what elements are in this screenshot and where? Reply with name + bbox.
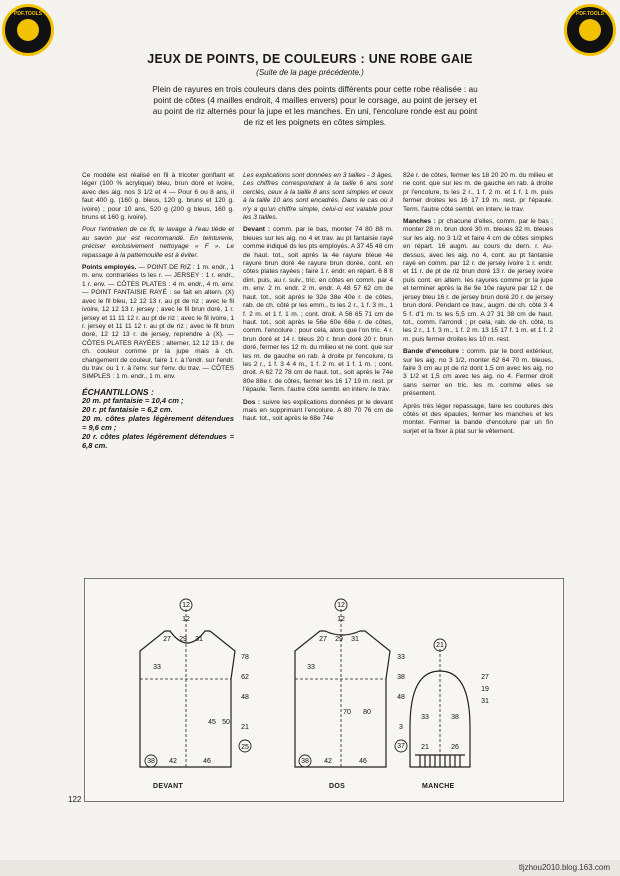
devant-outline bbox=[140, 631, 235, 767]
devant-dim-3: 27 bbox=[163, 636, 171, 643]
col3-sleeves-text: pr chacune d'elles, comm. par le bas ; monter 28 m. brun doré 30 m. bleues 32 m. bleues sur les aig. no 3 1/2 et faire 4 cm de côtes simples en répart. 16 augm. au cours du dern. r. Au-dessus, avec les aig. no 4, cont. au pt fantaisie rayé en comm. par 12 r. de jersey ivoire 1 r. endr. et 11 r. de pt de riz brun doré 13 r. de jersey ivoire puis cont. en altern. les rayures comme pr la jupe et terminer après la 8e 9e 10e rayure par 12 r. de jersey bleu 16 r. de jersey brun doré 20 r. de jersey brun doré. Pendant ce trav., augm. de ch. côté 3 4 5 f. d'1 m. ts les 5,5 cm. A 27 31 38 cm de haut. tot., comm. l'arrondi ; pr cela, rab. de ch. côté, ts les 2 r., 1 f. 3 m., 1 f. 2 m. 13 15 17 f. 1 m. et 1 f. 2 m. puis fermer droites les 10 m. rest. bbox=[403, 218, 553, 343]
page-subtitle: (Suite de la page précédente.) bbox=[256, 68, 364, 77]
devant-dim-14: 78 bbox=[241, 654, 249, 661]
devant-dim-8: 50 bbox=[222, 719, 230, 726]
swatch-line: 20 r. côtes plates légèrement détendues = 6,8 cm. bbox=[82, 432, 234, 451]
intro-paragraph: Plein de rayures en trois couleurs dans des points différents pour cette robe réalisée : au point de côtes (4 mailles endroit, 4 mailles envers) pour le corsage, au point de jersey et au point de riz alternés pour la jupe et les manches. En uni, l'encolure ronde est au point de riz et les poignets en côtes simples. bbox=[152, 84, 478, 127]
col2-back-lead: Dos : bbox=[243, 398, 260, 406]
col1-materials: Ce modèle est réalisé en fil à tricoter gonflant et léger (100 % acrylique) bleu, brun doré et ivoire, avec des aig. nos 3 1/2 et 4 — Pour 6 ou 8 ans, il faut 400 g. (160 g. bleus, 120 g. bruns et 120 g. ivoire) ; pour 10 ans, 520 g (200 g bleus, 160 g. bruns et 160 g. ivoire). bbox=[82, 172, 234, 222]
dos-dim-5: 31 bbox=[351, 636, 359, 643]
dos-dim-12: 48 bbox=[397, 694, 405, 701]
dos-dim-11: 46 bbox=[359, 758, 367, 765]
col1-stitches bbox=[82, 264, 234, 382]
swatch-title: ÉCHANTILLONS : bbox=[82, 386, 154, 397]
devant-dim-9: 38 bbox=[147, 758, 155, 765]
footer-bar bbox=[0, 860, 620, 876]
swatch-line: 20 m. côtes plates légèrement détendues = 9,6 cm ; bbox=[82, 414, 234, 433]
page-number: 122 bbox=[68, 795, 82, 804]
swatch-line: 20 m. pt fantaisie = 10,4 cm ; bbox=[82, 396, 184, 406]
watermark-text: PDF.TOOLS bbox=[576, 11, 604, 17]
col2-back bbox=[243, 399, 393, 424]
manche-dim-7: 21 bbox=[421, 744, 429, 751]
col3-finishing: Après très léger repassage, faire les coutures des côtés et des épaules, fermer les manches et les monter. Fermer la bande d'encolure par un fin surjet et la fixer à plat sur le vêtement. bbox=[403, 402, 553, 435]
col2-back-text: suivre les explications données pr le devant mais en supprimant l'encolure. A 80 70 76 cm de haut. tot., soit après le 68e 74e bbox=[243, 398, 393, 423]
dos-dim-1: 12 bbox=[337, 602, 345, 609]
devant-dim-2: 12 bbox=[182, 616, 190, 623]
manche-dim-8: 26 bbox=[451, 744, 459, 751]
manche-dim-1: 21 bbox=[436, 642, 444, 649]
column-3 bbox=[403, 172, 553, 440]
manche-dim-6: 38 bbox=[451, 714, 459, 721]
pattern-diagram bbox=[84, 578, 564, 802]
column-2 bbox=[243, 172, 393, 428]
devant-dim-7: 45 bbox=[208, 719, 216, 726]
manche-dim-2: 27 bbox=[481, 674, 489, 681]
dos-dim-13: 38 bbox=[397, 674, 405, 681]
dos-dim-8: 80 bbox=[363, 709, 371, 716]
dos-dim-4: 29 bbox=[335, 636, 343, 643]
devant-dim-10: 42 bbox=[169, 758, 177, 765]
col2-front-lead: Devant : bbox=[243, 226, 271, 234]
manche-label: MANCHE bbox=[422, 783, 455, 790]
col1-care: Pour l'entretien de ce fil, le lavage à l'eau tiède et au savon pur est recommandé. En teinturerie, préciser exclusivement nettoyage « F ». Le repassage à la pattemouille est à éviter. bbox=[82, 226, 234, 259]
dos-dim-14: 33 bbox=[397, 654, 405, 661]
col3-neckband-text: comm. par le bord extérieur, sur les aig. no 3 1/2, monter 62 64 70 m. bleues, faire 3 cm au pt de riz dont 1,5 cm avec les aig. no 3 1/2 et 1,5 cm avec les aig. no 4. Fermer droit sans serrer en tric. les m. comme elles se présentent. bbox=[403, 348, 553, 398]
watermark-badge-right bbox=[564, 4, 616, 56]
col3-back-cont: 82e r. de côtes, fermer les 18 20 20 m. du milieu et ne cont. que sur les m. de gauche en rab. à droite pr l'encolure, ts les 2 r., 1 f. 2 m. et 1 f. 1 m. puis fermer droites les 16 17 19 m. rest. pr l'épaule. Term. l'autre côté sembl. en interv. le trav. bbox=[403, 172, 553, 213]
column-1 bbox=[82, 172, 234, 450]
devant-dim-1: 12 bbox=[182, 602, 190, 609]
watermark-badge-left bbox=[2, 4, 54, 56]
devant-dim-4: 29 bbox=[179, 636, 187, 643]
col3-sleeves bbox=[403, 218, 553, 344]
devant-dim-12: 48 bbox=[241, 694, 249, 701]
dos-label: DOS bbox=[329, 783, 346, 790]
col3-neckband bbox=[403, 348, 553, 398]
dos-dim-9: 38 bbox=[301, 758, 309, 765]
devant-label: DEVANT bbox=[153, 783, 184, 790]
col2-front-text: comm. par le bas, monter 74 80 88 m. bleues sur les aig. no 4 et trav. au pt fantaisie rayé comme indiqué ds les pts employés. A 37 45 48 cm de haut. tot., soit après la 4e rayure bleue 4e rayure brun doré 4e rayure brun dorée, cont. en côtes plates rayées ; faire 1 r. endr. en répart. 6 8 8 dim. puis, au r. suiv., tric. en côtes en comm. par 4 m. env. 2 m. endr. 2 m. endr. A 48 57 62 cm de haut. tot., soit après le 32e 38e 40e r. de côtes, rab. de ch. côté pr les emm., ts les 2 r., 1 f. 3 m., 1 f. 2 m. et 1 f. 1 m. ; cont. droit. A 56 65 71 cm de haut. tot., soit après le 56e 60e 68e r. de côtes, comm. l'encolure : pour cela, alors que l'on tric. 4 r. brun doré et 14 r. bleus 20 r. brun doré 20 r. brun doré, fermer les 12 m. du milieu et ne cont. que sur les m. de gauche en rab. à droite pr l'encolure, ts les 2 r., 1 f. 3 4 4 m., 1 f. 2 m. et 1 f. 1 m. ; cont. droit. A 62 72 78 cm de haut. tot., soit après le 74e 80e 88e r. de côtes, fermer les 16 17 19 m. rest. pr l'épaule. Term. l'autre côté sembl. en interv. le trav. bbox=[243, 226, 393, 394]
col3-sleeves-lead: Manches : bbox=[403, 218, 436, 226]
dos-dim-2: 12 bbox=[337, 616, 345, 623]
badge-core-icon bbox=[579, 19, 601, 41]
dos-dim-10: 42 bbox=[324, 758, 332, 765]
manche-dim-5: 33 bbox=[421, 714, 429, 721]
col3-neckband-lead: Bande d'encolure : bbox=[403, 348, 465, 356]
col2-sizes-note: Les explications sont données en 3 tailles - 3 âges. Les chiffres correspondant à la taille 6 ans sont cerclés, ceux à la taille 8 ans sont simples et ceux à la taille 10 ans sont encadrés. Dans le cas où il n'y a qu'un chiffre simple, celui-ci est valable pour les 3 tailles. bbox=[243, 172, 393, 222]
manche-dim-4: 31 bbox=[481, 698, 489, 705]
page-title: JEUX DE POINTS, DE COULEURS : UNE ROBE GAIE bbox=[147, 52, 473, 66]
dos-dim-6: 33 bbox=[307, 664, 315, 671]
dos-dim-16: 37 bbox=[397, 743, 405, 750]
dos-dim-3: 27 bbox=[319, 636, 327, 643]
dos-dim-15: 3 bbox=[399, 724, 403, 731]
manche-dim-3: 19 bbox=[481, 686, 489, 693]
watermark-text: PDF.TOOLS bbox=[14, 11, 42, 17]
swatch-line: 20 r. pt fantaisie = 6,2 cm. bbox=[82, 405, 173, 415]
col1-stitches-text: — POINT DE RIZ : 1 m. endr., 1 m. env. contrariées ts les r. — JERSEY : 1 r. endr., 1 r. env. — CÔTES PLATES : 4 m. endr., 4 m. env. — POINT FANTAISIE RAYÉ : se fait en altern. (X) avec le fil bleu, 12 12 13 r. au pt de riz ; avec le fil ivoire, 12 12 13 r. jersey ; avec le fil brun doré, 1 r. jersey et 11 11 12 r. au pt de riz ; avec le fil ivoire, 1 r. jersey et 11 11 12 r. au pt de riz ; avec le fil brun doré, 12 12 13 r. de jersey, reprendre à (X). — CÔTES PLATES RAYÉES : alterner, 12 12 13 r. de ch. couleur comme pr la jupe mais à ch. changement de couleur, faire 1 r. à l'endr. sur l'endr. du trav. ou 1 r. à l'env. sur l'env. du trav. — CÔTES SIMPLES : 1 m. endr., 1 m. env. bbox=[82, 264, 234, 381]
devant-dim-16: 25 bbox=[241, 744, 249, 751]
pattern-svg bbox=[85, 579, 563, 801]
devant-dim-6: 33 bbox=[153, 664, 161, 671]
devant-dim-15: 21 bbox=[241, 724, 249, 731]
devant-dim-13: 62 bbox=[241, 674, 249, 681]
footer-source: tljzhou2010.blog.163.com bbox=[518, 863, 610, 872]
devant-dim-11: 46 bbox=[203, 758, 211, 765]
col2-front bbox=[243, 226, 393, 394]
dos-dim-7: 70 bbox=[343, 709, 351, 716]
devant-dim-5: 31 bbox=[195, 636, 203, 643]
badge-core-icon bbox=[17, 19, 39, 41]
dos-outline bbox=[295, 631, 390, 767]
col1-stitches-lead: Points employés. bbox=[82, 264, 137, 272]
